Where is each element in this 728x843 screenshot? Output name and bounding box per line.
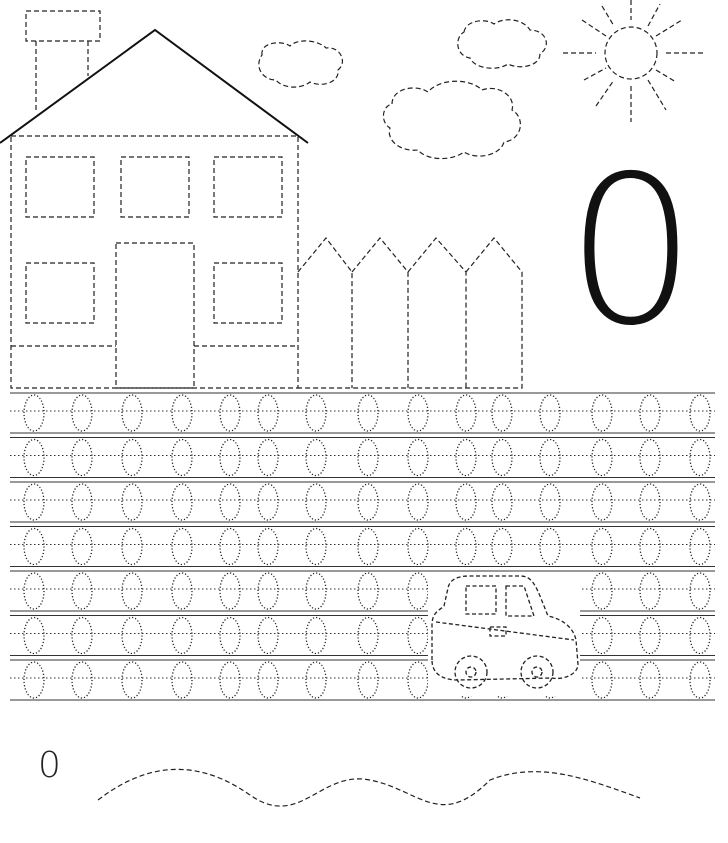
trace-digit xyxy=(258,484,278,520)
trace-digit xyxy=(540,440,560,476)
trace-digit xyxy=(690,395,710,431)
trace-digit xyxy=(690,484,710,520)
trace-digit xyxy=(408,573,428,609)
trace-digit xyxy=(24,395,44,431)
trace-digit xyxy=(72,573,92,609)
trace-digit xyxy=(122,618,142,654)
trace-digit xyxy=(408,395,428,431)
trace-digit xyxy=(640,529,660,565)
trace-digit xyxy=(592,618,612,654)
trace-digit xyxy=(24,484,44,520)
trace-digit xyxy=(24,573,44,609)
trace-digit xyxy=(122,440,142,476)
trace-digit xyxy=(690,662,710,698)
trace-digit xyxy=(456,484,476,520)
trace-digit xyxy=(592,395,612,431)
trace-digit xyxy=(690,529,710,565)
trace-digit xyxy=(592,440,612,476)
trace-digit xyxy=(72,618,92,654)
trace-digit xyxy=(24,662,44,698)
practice-digits xyxy=(24,395,710,698)
trace-digit xyxy=(122,529,142,565)
trace-digit xyxy=(72,440,92,476)
trace-digit xyxy=(24,618,44,654)
trace-digit xyxy=(258,440,278,476)
car-drawing xyxy=(428,572,580,696)
trace-digit xyxy=(640,484,660,520)
trace-digit xyxy=(592,662,612,698)
trace-digit xyxy=(220,395,240,431)
trace-digit xyxy=(24,440,44,476)
trace-digit xyxy=(690,618,710,654)
trace-digit xyxy=(640,662,660,698)
trace-digit xyxy=(258,618,278,654)
trace-digit xyxy=(72,395,92,431)
trace-digit xyxy=(592,529,612,565)
trace-digit xyxy=(592,484,612,520)
trace-digit xyxy=(640,618,660,654)
trace-digit xyxy=(220,662,240,698)
trace-digit xyxy=(172,573,192,609)
trace-digit xyxy=(640,573,660,609)
trace-digit xyxy=(306,484,326,520)
trace-digit xyxy=(690,440,710,476)
model-digit-large: 0 xyxy=(566,133,697,371)
trace-digit xyxy=(122,484,142,520)
trace-digit xyxy=(690,573,710,609)
trace-digit xyxy=(220,529,240,565)
trace-digit xyxy=(72,484,92,520)
trace-digit xyxy=(540,529,560,565)
trace-digit xyxy=(492,529,512,565)
trace-digit xyxy=(72,529,92,565)
trace-digit xyxy=(24,529,44,565)
trace-digit xyxy=(358,618,378,654)
trace-digit xyxy=(358,573,378,609)
trace-digit xyxy=(358,395,378,431)
trace-digit xyxy=(258,573,278,609)
trace-digit xyxy=(492,484,512,520)
trace-digit xyxy=(172,440,192,476)
trace-digit xyxy=(172,529,192,565)
trace-digit xyxy=(172,395,192,431)
roof-line xyxy=(0,30,308,143)
fence-drawing xyxy=(298,238,522,388)
trace-digit xyxy=(358,662,378,698)
trace-digit xyxy=(172,618,192,654)
trace-digit xyxy=(306,662,326,698)
trace-digit xyxy=(306,529,326,565)
trace-digit xyxy=(258,529,278,565)
trace-digit xyxy=(72,662,92,698)
trace-digit xyxy=(306,440,326,476)
trace-digit xyxy=(456,440,476,476)
trace-digit xyxy=(172,484,192,520)
trace-digit xyxy=(220,618,240,654)
trace-digit xyxy=(122,662,142,698)
trace-digit xyxy=(220,484,240,520)
trace-digit xyxy=(408,529,428,565)
trace-digit xyxy=(640,440,660,476)
trace-digit xyxy=(306,395,326,431)
trace-digit xyxy=(358,440,378,476)
trace-digit xyxy=(540,484,560,520)
trace-digit xyxy=(258,662,278,698)
trace-digit xyxy=(456,395,476,431)
trace-digit xyxy=(122,395,142,431)
trace-digit xyxy=(408,484,428,520)
trace-digit xyxy=(220,573,240,609)
trace-digit xyxy=(258,395,278,431)
wave-trace-line xyxy=(98,769,640,806)
trace-digit xyxy=(408,662,428,698)
trace-digit xyxy=(122,573,142,609)
trace-digit xyxy=(172,662,192,698)
practice-guide-lines xyxy=(10,393,715,700)
trace-digit xyxy=(540,395,560,431)
trace-digit xyxy=(492,440,512,476)
trace-digit xyxy=(492,395,512,431)
trace-digit xyxy=(358,529,378,565)
house-drawing xyxy=(11,136,298,388)
trace-digit xyxy=(408,440,428,476)
sun-drawing xyxy=(563,0,704,122)
trace-digit xyxy=(408,618,428,654)
trace-digit xyxy=(640,395,660,431)
trace-digit xyxy=(306,618,326,654)
trace-digit xyxy=(358,484,378,520)
trace-digit xyxy=(592,573,612,609)
trace-digit xyxy=(456,529,476,565)
model-digit-small: 0 xyxy=(38,745,61,786)
trace-digit xyxy=(306,573,326,609)
trace-digit xyxy=(220,440,240,476)
